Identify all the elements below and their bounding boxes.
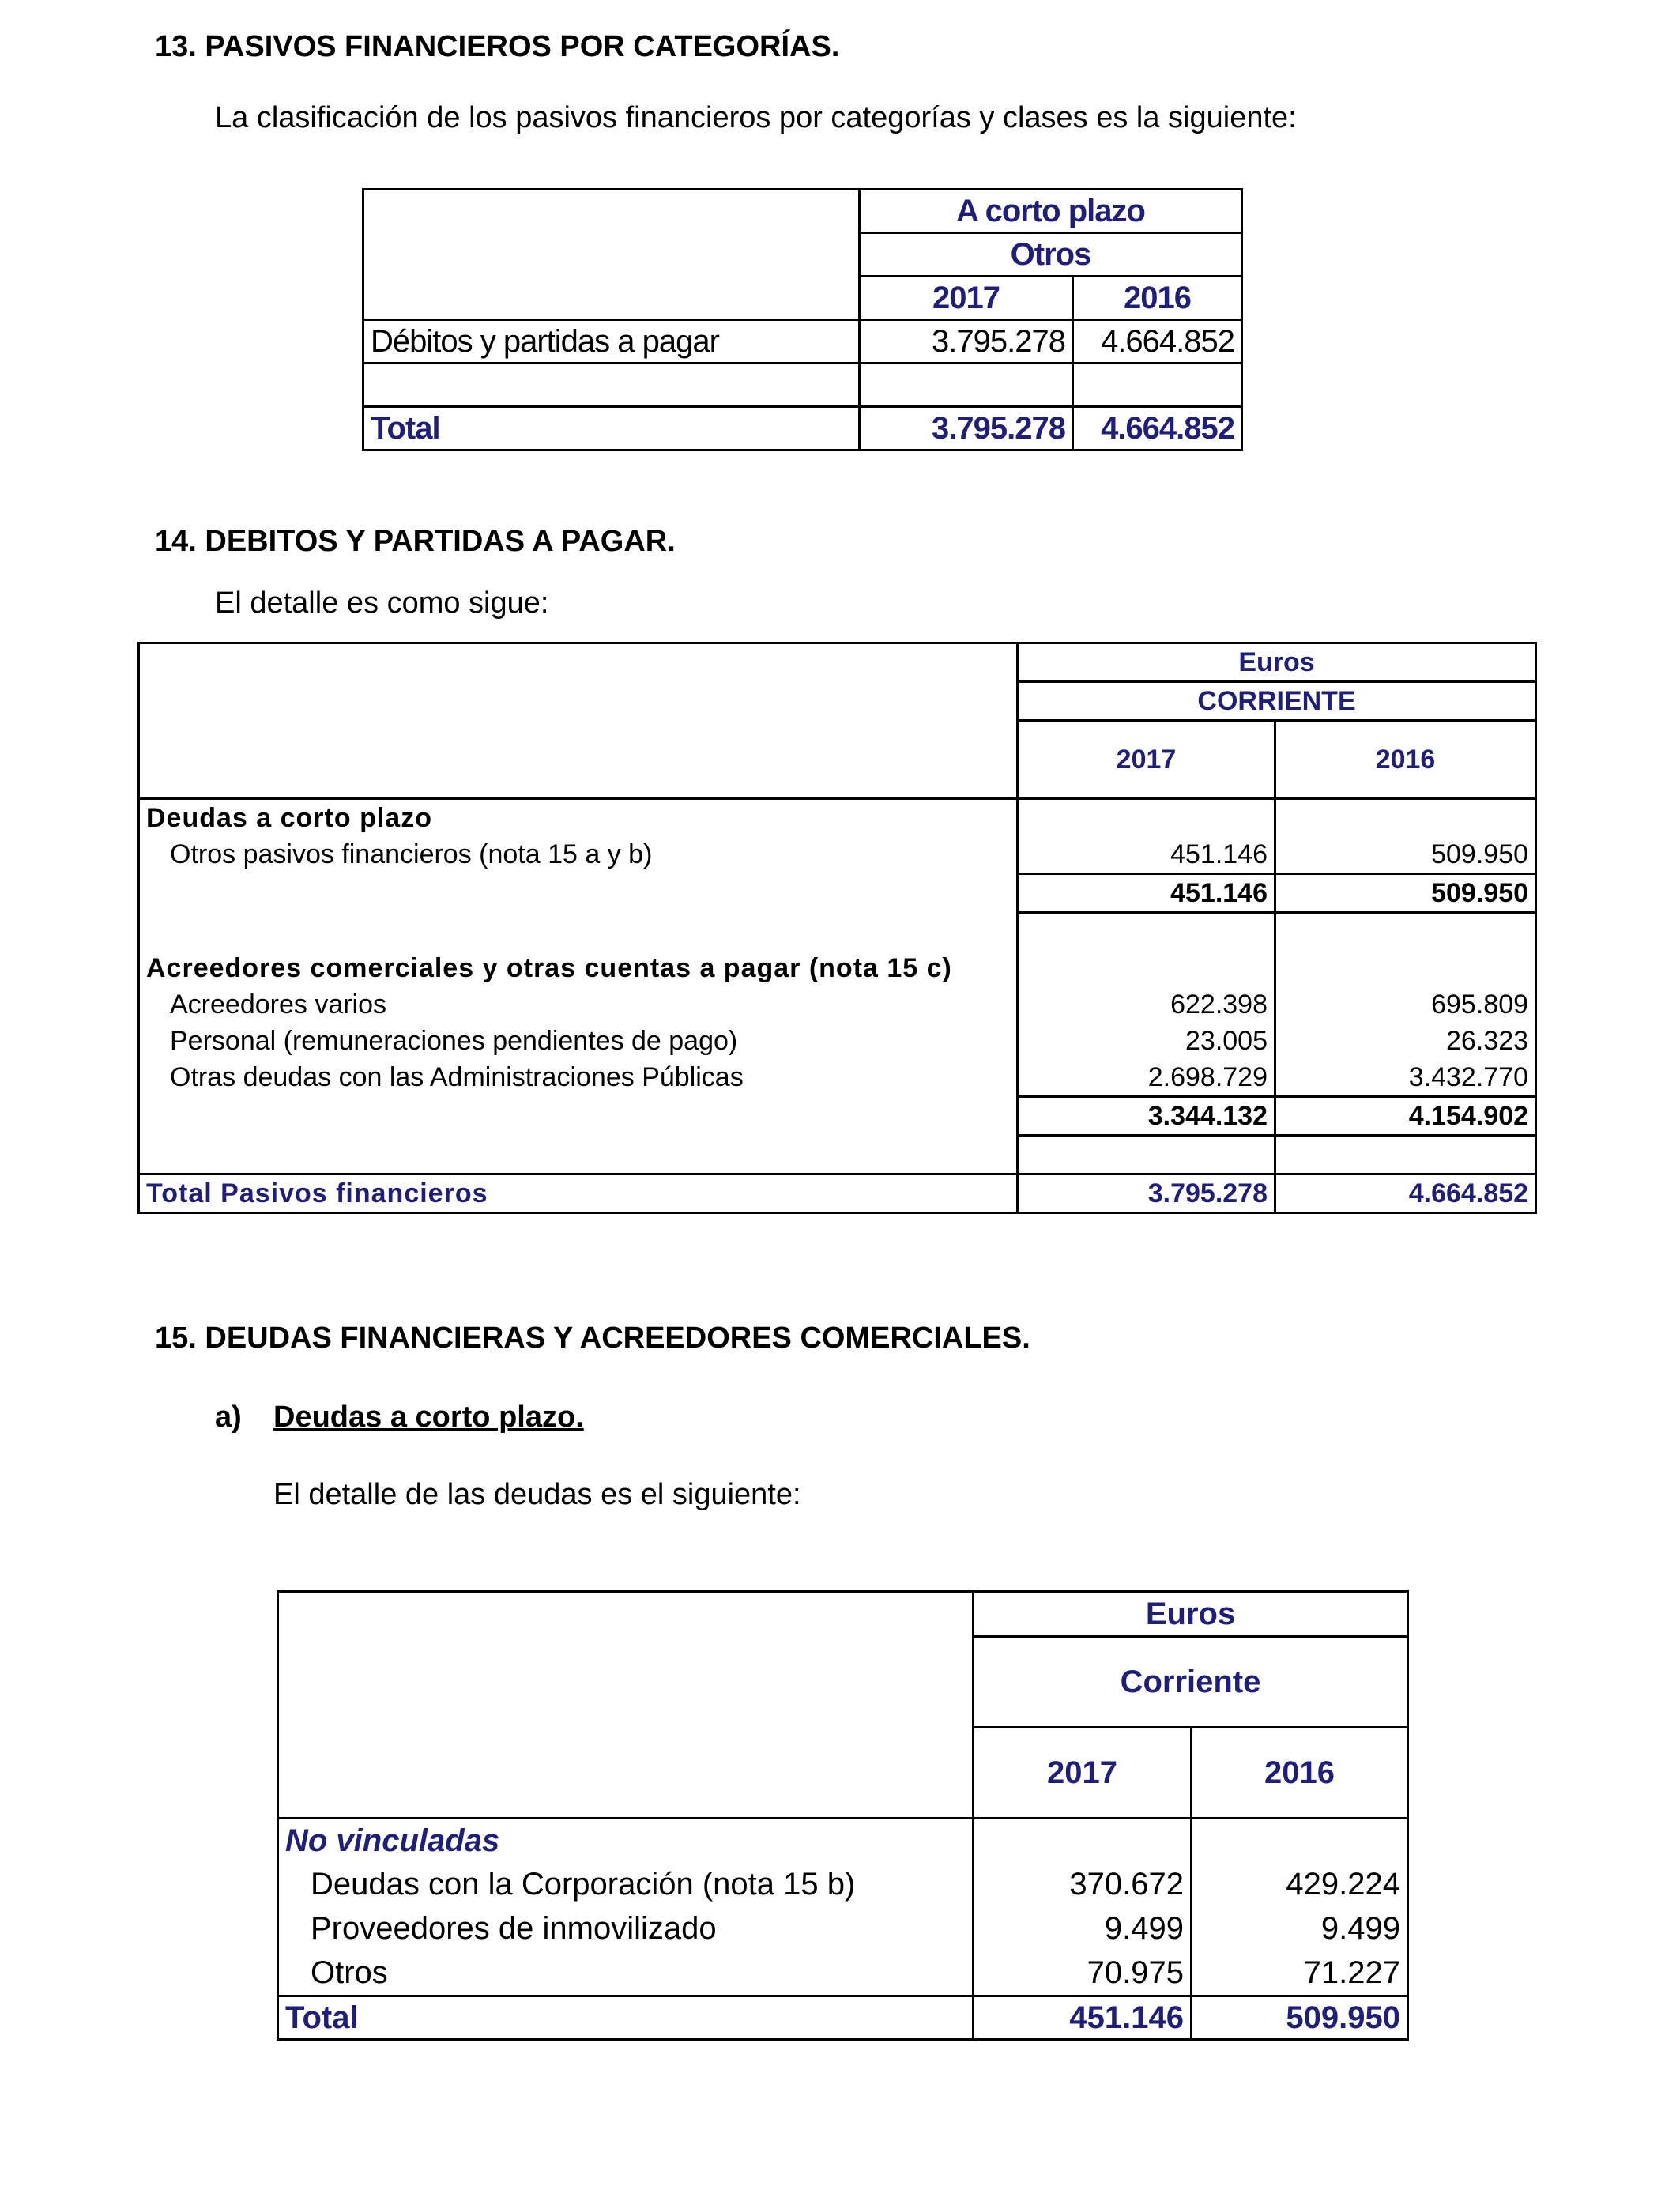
total-value-2016: 509.950 — [1192, 1996, 1408, 2040]
row-value-2016: 71.227 — [1192, 1951, 1408, 1996]
row-value-2016: 3.432.770 — [1275, 1059, 1536, 1097]
table-total-row — [278, 1996, 1408, 2040]
subsection-a-title: Deudas a corto plazo. — [273, 1400, 584, 1434]
empty-cell — [1275, 1136, 1536, 1174]
table-row — [139, 1059, 1536, 1097]
header-year-2017: 2017 — [860, 277, 1073, 320]
section-15-intro: El detalle de las deudas es el siguiente: — [273, 1478, 801, 1511]
empty-cell — [1018, 799, 1275, 837]
section-13-heading: 13. PASIVOS FINANCIEROS POR CATEGORÍAS. — [155, 30, 840, 63]
header-year-2016: 2016 — [1073, 277, 1242, 320]
header-group: A corto plazo — [860, 190, 1242, 233]
subsection-a-letter: a) — [215, 1400, 242, 1434]
table-row — [139, 1023, 1536, 1059]
row-label: Otros pasivos financieros (nota 15 a y b) — [139, 836, 1018, 874]
group-title-row — [139, 799, 1536, 837]
subtotal-row — [139, 1097, 1536, 1136]
total-value-2017: 3.795.278 — [1018, 1174, 1275, 1213]
header-year-2016: 2016 — [1275, 721, 1536, 799]
table-row — [278, 1951, 1408, 1996]
row-value-2017: 622.398 — [1018, 986, 1275, 1023]
total-label: Total Pasivos financieros — [139, 1174, 1018, 1213]
empty-cell — [1018, 913, 1275, 951]
row-label: Otras deudas con las Administraciones Públicas — [139, 1059, 1018, 1097]
header-year-2017: 2017 — [1018, 721, 1275, 799]
spacer-row — [139, 1136, 1536, 1174]
row-value-2016: 9.499 — [1192, 1906, 1408, 1951]
empty-cell — [1018, 1136, 1275, 1174]
row-label: Otros — [278, 1951, 974, 1996]
row-value-2017: 2.698.729 — [1018, 1059, 1275, 1097]
row-value-2017: 70.975 — [974, 1951, 1192, 1996]
row-value-2017: 23.005 — [1018, 1023, 1275, 1059]
empty-cell — [139, 1097, 1018, 1136]
subtotal-2016: 4.154.902 — [1275, 1097, 1536, 1136]
empty-cell — [860, 364, 1073, 407]
section-14-intro: El detalle es como sigue: — [215, 586, 549, 620]
header-sub: Corriente — [974, 1637, 1408, 1728]
section-15-heading: 15. DEUDAS FINANCIERAS Y ACREEDORES COMERCIALES. — [155, 1321, 1030, 1355]
spacer-row — [139, 913, 1536, 951]
row-label: Personal (remuneraciones pendientes de pago) — [139, 1023, 1018, 1059]
table-debitos-corner — [139, 643, 1018, 799]
row-value-2017: 3.795.278 — [860, 320, 1073, 364]
subtotal-2017: 451.146 — [1018, 874, 1275, 913]
total-value-2017: 451.146 — [974, 1996, 1192, 2040]
row-value-2017: 370.672 — [974, 1862, 1192, 1906]
subtotal-2017: 3.344.132 — [1018, 1097, 1275, 1136]
row-label: Deudas con la Corporación (nota 15 b) — [278, 1862, 974, 1906]
group-title-acreedores: Acreedores comerciales y otras cuentas a pagar (nota 15 c) — [139, 950, 1018, 986]
group-title-row — [139, 950, 1536, 986]
table-row — [363, 320, 1242, 364]
row-value-2017: 9.499 — [974, 1906, 1192, 1951]
total-value-2016: 4.664.852 — [1275, 1174, 1536, 1213]
row-value-2016: 4.664.852 — [1073, 320, 1242, 364]
empty-cell — [1192, 1819, 1408, 1863]
table-deudas — [277, 1590, 1409, 2041]
total-label: Total — [278, 1996, 974, 2040]
row-value-2016: 695.809 — [1275, 986, 1536, 1023]
total-value-2016: 4.664.852 — [1073, 407, 1242, 450]
header-sub: Otros — [860, 233, 1242, 277]
table-row — [278, 1862, 1408, 1906]
table-row — [139, 836, 1536, 874]
group-title-deudas: Deudas a corto plazo — [139, 799, 1018, 837]
empty-cell — [1275, 913, 1536, 951]
table-total-row — [363, 407, 1242, 450]
header-group: Euros — [1018, 643, 1536, 682]
row-value-2016: 26.323 — [1275, 1023, 1536, 1059]
section-13-intro: La clasificación de los pasivos financieros por categorías y clases es la siguiente: — [215, 101, 1297, 134]
empty-cell — [1018, 950, 1275, 986]
header-group: Euros — [974, 1592, 1408, 1637]
row-label: Proveedores de inmovilizado — [278, 1906, 974, 1951]
table-row — [139, 986, 1536, 1023]
header-year-2016: 2016 — [1192, 1728, 1408, 1819]
table-row-empty — [363, 364, 1242, 407]
empty-cell — [363, 364, 860, 407]
row-label: Débitos y partidas a pagar — [363, 320, 860, 364]
empty-cell — [974, 1819, 1192, 1863]
row-value-2017: 451.146 — [1018, 836, 1275, 874]
empty-cell — [1275, 799, 1536, 837]
empty-cell — [139, 1136, 1018, 1174]
table-debitos — [137, 642, 1537, 1214]
section-14-heading: 14. DEBITOS Y PARTIDAS A PAGAR. — [155, 525, 676, 558]
table-categories-corner — [363, 190, 860, 320]
empty-cell — [139, 874, 1018, 913]
group-title-no-vinculadas: No vinculadas — [278, 1819, 974, 1863]
table-deudas-corner — [278, 1592, 974, 1819]
header-sub: CORRIENTE — [1018, 682, 1536, 721]
header-year-2017: 2017 — [974, 1728, 1192, 1819]
row-label: Acreedores varios — [139, 986, 1018, 1023]
total-value-2017: 3.795.278 — [860, 407, 1073, 450]
empty-cell — [1275, 950, 1536, 986]
row-value-2016: 509.950 — [1275, 836, 1536, 874]
group-title-row — [278, 1819, 1408, 1863]
table-total-row — [139, 1174, 1536, 1213]
subtotal-row — [139, 874, 1536, 913]
empty-cell — [139, 913, 1018, 951]
total-label: Total — [363, 407, 860, 450]
table-categories — [362, 188, 1243, 451]
row-value-2016: 429.224 — [1192, 1862, 1408, 1906]
empty-cell — [1073, 364, 1242, 407]
table-row — [278, 1906, 1408, 1951]
subtotal-2016: 509.950 — [1275, 874, 1536, 913]
